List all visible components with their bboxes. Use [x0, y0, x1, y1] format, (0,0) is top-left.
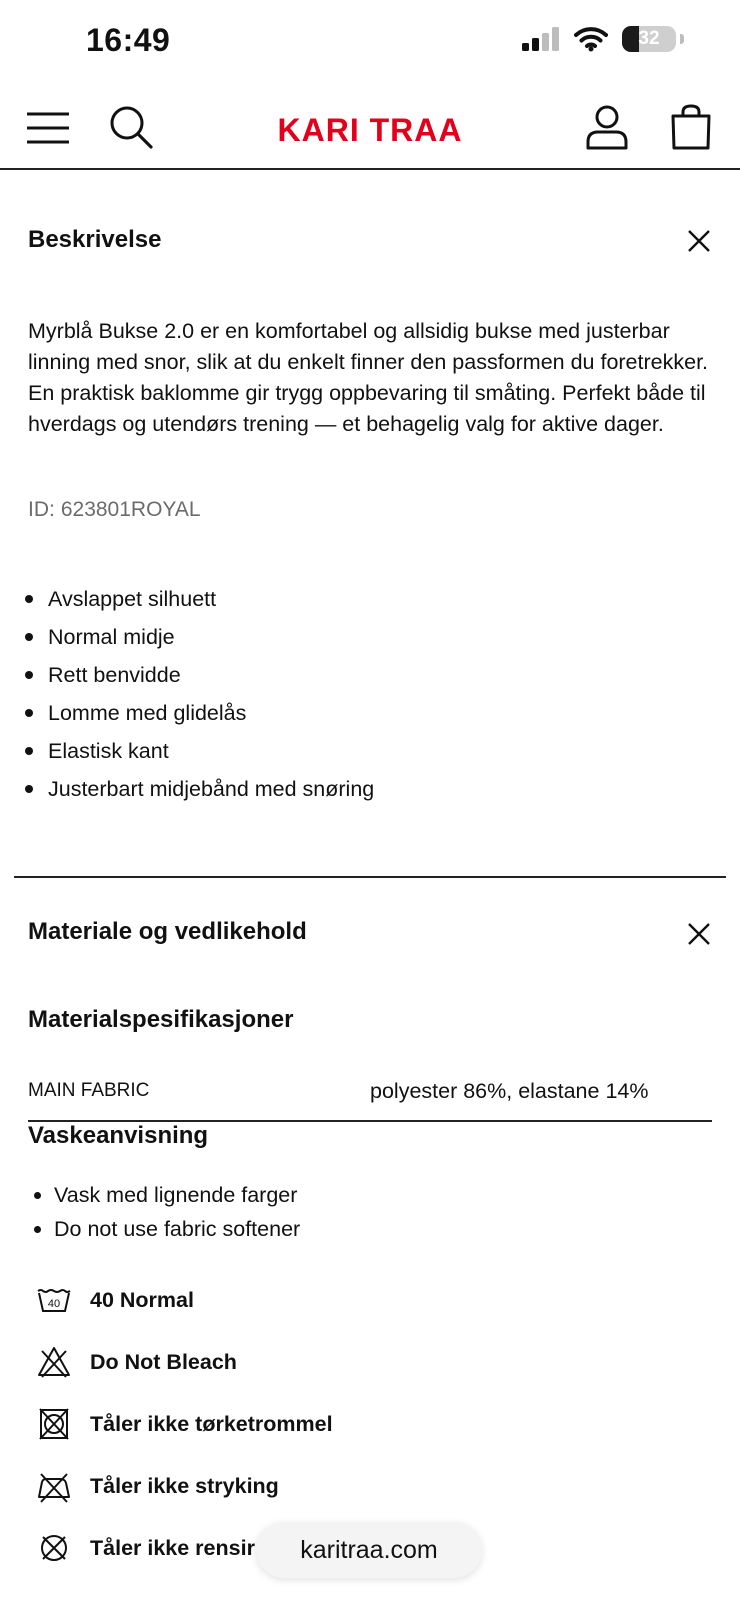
- wash-temp-text: 40: [47, 1298, 61, 1310]
- browser-url: karitraa.com: [300, 1535, 438, 1564]
- wash-item: Do not use fabric softener: [28, 1212, 300, 1246]
- wifi-icon: [574, 26, 608, 52]
- feature-item: Justerbart midjebånd med snøring: [22, 770, 374, 808]
- wash-item: Vask med lignende farger: [28, 1178, 300, 1212]
- wash-40-icon: [36, 1283, 72, 1317]
- spec-label: MAIN FABRIC: [28, 1080, 150, 1101]
- battery-level: [622, 26, 639, 52]
- care-label: Do Not Bleach: [90, 1349, 237, 1374]
- brand-logo[interactable]: [260, 108, 480, 148]
- feature-item: Normal midje: [22, 618, 374, 656]
- product-id-value: 623801ROYAL: [60, 498, 201, 521]
- product-id: [28, 498, 201, 522]
- user-icon: [585, 104, 629, 150]
- care-label: Tåler ikke rensir: [90, 1535, 255, 1560]
- care-label: Tåler ikke stryking: [90, 1473, 279, 1498]
- wash-list: [28, 1178, 300, 1246]
- do-not-tumble-dry-icon: [36, 1407, 72, 1441]
- hamburger-icon: [26, 111, 70, 145]
- care-label: 40 Normal: [90, 1287, 194, 1312]
- spec-row: [28, 1074, 712, 1122]
- battery-icon: [622, 26, 676, 52]
- menu-button[interactable]: [26, 106, 70, 150]
- care-item-wash-40: [36, 1280, 194, 1320]
- wash-instructions-title: Vaskeanvisning: [28, 1122, 209, 1149]
- section-divider: [14, 876, 726, 878]
- account-button[interactable]: [584, 102, 630, 152]
- status-time: 16:49: [86, 22, 171, 58]
- care-label: Tåler ikke tørketrommel: [90, 1411, 333, 1436]
- shopping-bag-icon: [669, 104, 713, 150]
- do-not-dry-clean-icon: [36, 1531, 72, 1565]
- feature-item: Lomme med glidelås: [22, 694, 374, 732]
- status-bar: [0, 0, 740, 88]
- care-item-no-bleach: [36, 1342, 237, 1382]
- site-header: [0, 88, 740, 170]
- battery-percent: 32: [638, 28, 660, 49]
- feature-list: [22, 580, 374, 808]
- feature-item: Elastisk kant: [22, 732, 374, 770]
- search-button[interactable]: [108, 104, 154, 150]
- description-title[interactable]: Beskrivelse: [28, 226, 162, 253]
- care-item-no-tumble-dry: [36, 1404, 333, 1444]
- battery-tip: [680, 34, 684, 44]
- do-not-iron-icon: [36, 1469, 72, 1503]
- material-specs-title: Materialspesifikasjoner: [28, 1006, 294, 1033]
- product-id-label: ID:: [28, 498, 55, 521]
- product-description: Myrblå Bukse 2.0 er en komfortabel og allsidig bukse med justerbar linning med snor, slik at du enkelt finner den passformen du foretrekker. En praktisk baklomme gir trygg oppbevaring til småting. Perfekt både til hverdags og utendørs trening — et behagelig valg for aktive dager.: [28, 319, 709, 436]
- close-description-icon[interactable]: [686, 228, 712, 254]
- care-item-no-iron: [36, 1466, 279, 1506]
- status-icons: [522, 26, 684, 52]
- care-item-no-dry-clean: [36, 1528, 255, 1568]
- brand-logo-text: KARI TRAA: [277, 112, 463, 148]
- feature-item: Avslappet silhuett: [22, 580, 374, 618]
- close-material-icon[interactable]: [686, 921, 712, 947]
- cellular-signal-icon: [522, 27, 560, 51]
- cart-button[interactable]: [668, 102, 714, 152]
- spec-value: polyester 86%, elastane 14%: [370, 1079, 649, 1103]
- feature-item: Rett benvidde: [22, 656, 374, 694]
- search-icon: [109, 105, 153, 149]
- browser-url-bar[interactable]: [256, 1522, 482, 1578]
- material-title[interactable]: Materiale og vedlikehold: [28, 918, 307, 945]
- do-not-bleach-icon: [36, 1345, 72, 1379]
